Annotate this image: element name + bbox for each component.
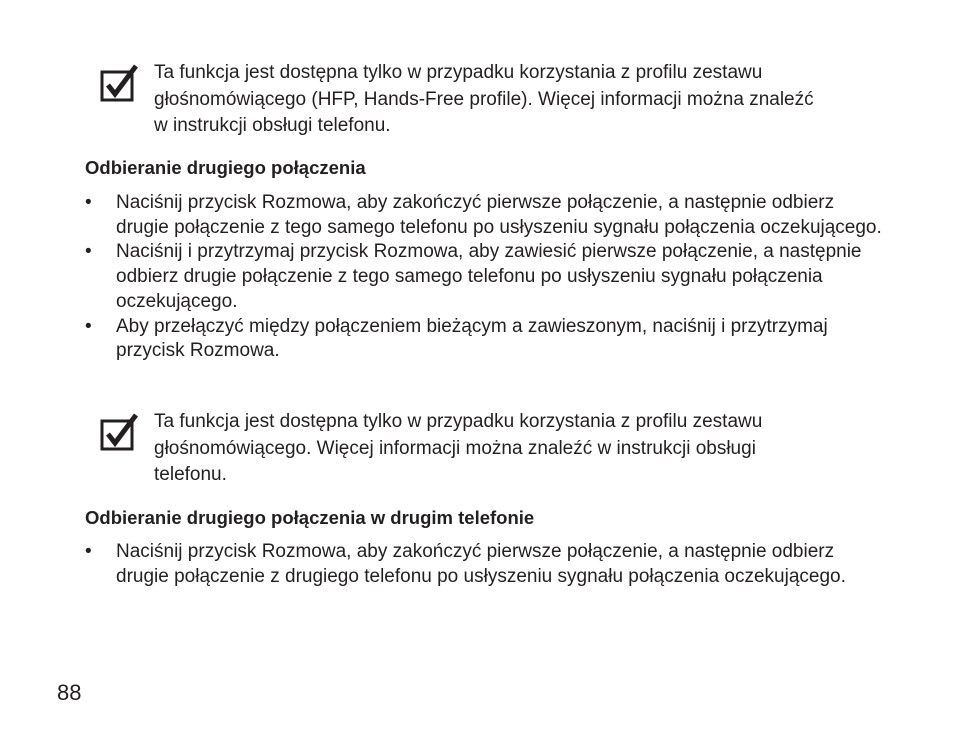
list-item xyxy=(85,240,885,314)
list-item-text: Naciśnij przycisk Rozmowa, aby zakończyć pierwsze połączenie, a następnie odbierz drugie połączenie z tego samego telefonu po usłyszeniu sygnału połączenia oczekującego. xyxy=(116,192,882,238)
page-number: 88 xyxy=(57,680,82,705)
list-item-text: Naciśnij i przytrzymaj przycisk Rozmowa, aby zawiesić pierwsze połączenie, a następnie odbierz drugie połączenie z tego samego telefonu po usłyszeniu sygnału połączenia oczekującego. xyxy=(116,241,862,312)
list-item xyxy=(85,191,885,240)
checkbox-check-icon xyxy=(100,413,138,451)
list-item xyxy=(85,540,885,589)
bullet-marker: • xyxy=(85,241,92,263)
list-item xyxy=(85,315,885,364)
bullet-list xyxy=(85,191,885,364)
list-item-text: Aby przełączyć między połączeniem bieżącym a zawieszonym, naciśnij i przytrzymaj przycisk Rozmowa. xyxy=(116,315,828,362)
section-heading: Odbieranie drugiego połączenia xyxy=(85,157,366,178)
section-heading: Odbieranie drugiego połączenia w drugim telefonie xyxy=(85,507,535,528)
note-text: Ta funkcja jest dostępna tylko w przypadku korzystania z profilu zestawu głośnomówiącego. Więcej informacji można znaleźć w instrukcji obsługi telefonu. xyxy=(154,411,763,485)
bullet-marker: • xyxy=(85,192,92,213)
note-text: Ta funkcja jest dostępna tylko w przypadku korzystania z profilu zestawu głośnomówiącego (HFP, Hands-Free profile). Więcej informacji można znaleźć w instrukcji obsługi telefonu. xyxy=(154,62,814,136)
bullet-marker: • xyxy=(85,315,92,337)
bullet-list xyxy=(85,540,885,589)
list-item-text: Naciśnij przycisk Rozmowa, aby zakończyć pierwsze połączenie, a następnie odbierz drugie połączenie z drugiego telefonu po usłyszeniu sygnału połączenia oczekującego. xyxy=(116,541,846,587)
checkbox-check-icon xyxy=(100,64,138,102)
bullet-marker: • xyxy=(85,541,92,562)
